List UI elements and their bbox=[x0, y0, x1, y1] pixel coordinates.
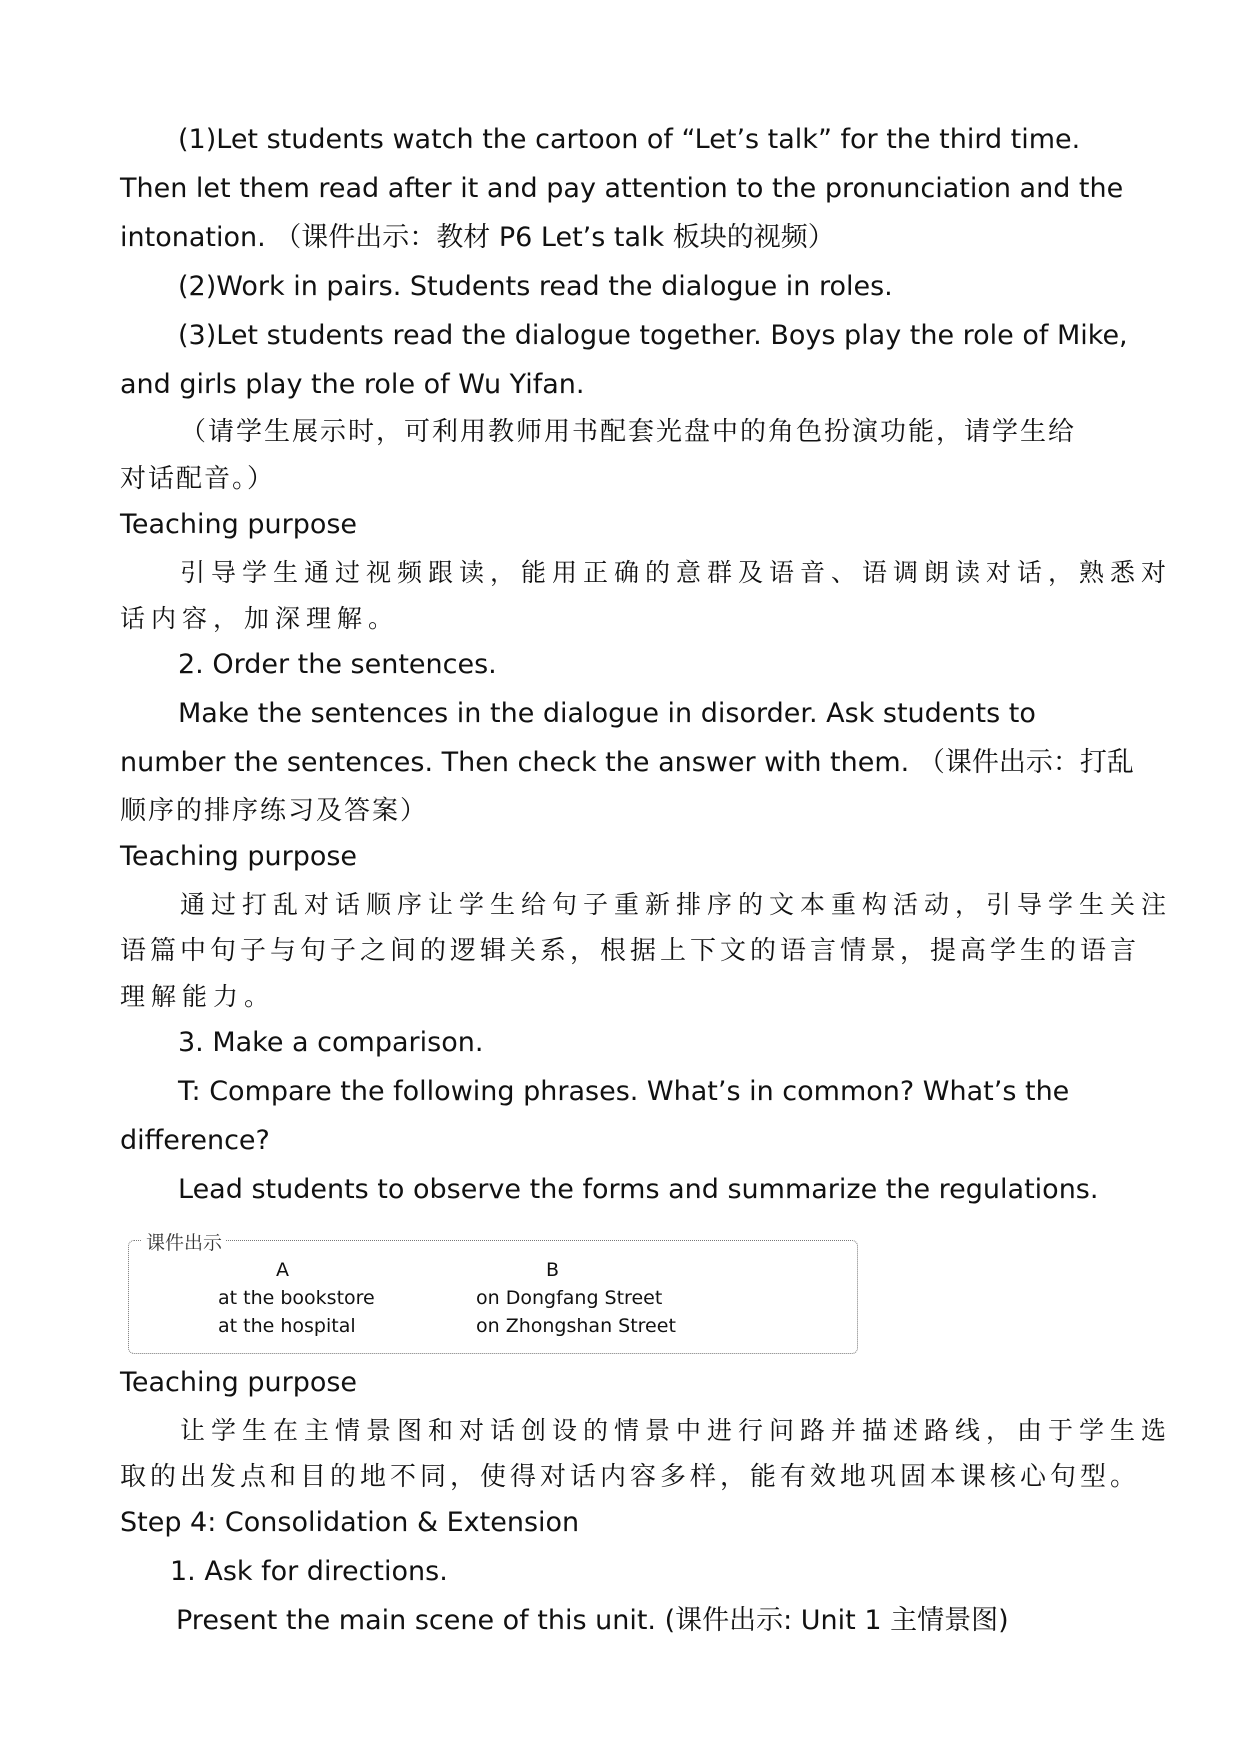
paragraph-line: 理解能力。 bbox=[120, 982, 276, 1011]
paragraph-line: 话内容，加深理解。 bbox=[120, 604, 400, 633]
paragraph-line: T: Compare the following phrases. What’s in common? What’s the bbox=[178, 1076, 1070, 1107]
paragraph-line: Make the sentences in the dialogue in disorder. Ask students to bbox=[178, 698, 1036, 729]
column-b-header: B bbox=[546, 1259, 560, 1281]
phrase-a-2: at the hospital bbox=[218, 1315, 356, 1337]
paragraph-line: difference? bbox=[120, 1125, 270, 1156]
paragraph-line: 让学生在主情景图和对话创设的情景中进行问路并描述路线，由于学生选 bbox=[180, 1416, 1173, 1445]
section-heading: Teaching purpose bbox=[120, 841, 358, 872]
section-heading: Teaching purpose bbox=[120, 509, 358, 540]
paragraph-line: （请学生展示时，可利用教师用书配套光盘中的角色扮演功能，请学生给 bbox=[180, 417, 1077, 447]
paragraph-line: 2. Order the sentences. bbox=[178, 649, 497, 680]
paragraph-line: 对话配音。） bbox=[120, 464, 276, 494]
paragraph-line: 语篇中句子与句子之间的逻辑关系，根据上下文的语言情景，提高学生的语言 bbox=[120, 936, 1141, 966]
paragraph-line: 取的出发点和目的地不同，使得对话内容多样，能有效地巩固本课核心句型。 bbox=[120, 1462, 1141, 1492]
paragraph-line: (2)Work in pairs. Students read the dialogue in roles. bbox=[178, 271, 893, 302]
paragraph-line: 通过打乱对话顺序让学生给句子重新排序的文本重构活动，引导学生关注 bbox=[180, 890, 1173, 919]
paragraph-line: intonation. （课件出示：教材 P6 Let’s talk 板块的视频） bbox=[120, 222, 835, 253]
paragraph-line: Present the main scene of this unit. (课件出示: Unit 1 主情景图) bbox=[176, 1605, 1009, 1636]
step-heading: Step 4: Consolidation & Extension bbox=[120, 1507, 580, 1538]
section-heading: Teaching purpose bbox=[120, 1367, 358, 1398]
paragraph-line: number the sentences. Then check the answer with them. （课件出示：打乱 bbox=[120, 747, 1134, 778]
paragraph-line: (3)Let students read the dialogue together. Boys play the role of Mike, bbox=[178, 320, 1128, 351]
paragraph-line: and girls play the role of Wu Yifan. bbox=[120, 369, 585, 400]
column-a-header: A bbox=[276, 1259, 289, 1281]
paragraph-line: 3. Make a comparison. bbox=[178, 1027, 484, 1058]
paragraph-line: Then let them read after it and pay attention to the pronunciation and the bbox=[120, 173, 1124, 204]
phrase-a-1: at the bookstore bbox=[218, 1287, 375, 1309]
paragraph-line: Lead students to observe the forms and summarize the regulations. bbox=[178, 1174, 1099, 1205]
phrase-b-2: on Zhongshan Street bbox=[476, 1315, 676, 1337]
paragraph-line: 1. Ask for directions. bbox=[170, 1556, 448, 1587]
courseware-box-label: 课件出示 bbox=[142, 1228, 226, 1255]
paragraph-line: 引导学生通过视频跟读，能用正确的意群及语音、语调朗读对话，熟悉对 bbox=[180, 558, 1173, 587]
paragraph-line: (1)Let students watch the cartoon of “Let’s talk” for the third time. bbox=[178, 124, 1081, 155]
paragraph-line: 顺序的排序练习及答案） bbox=[120, 796, 429, 826]
phrase-b-1: on Dongfang Street bbox=[476, 1287, 663, 1309]
